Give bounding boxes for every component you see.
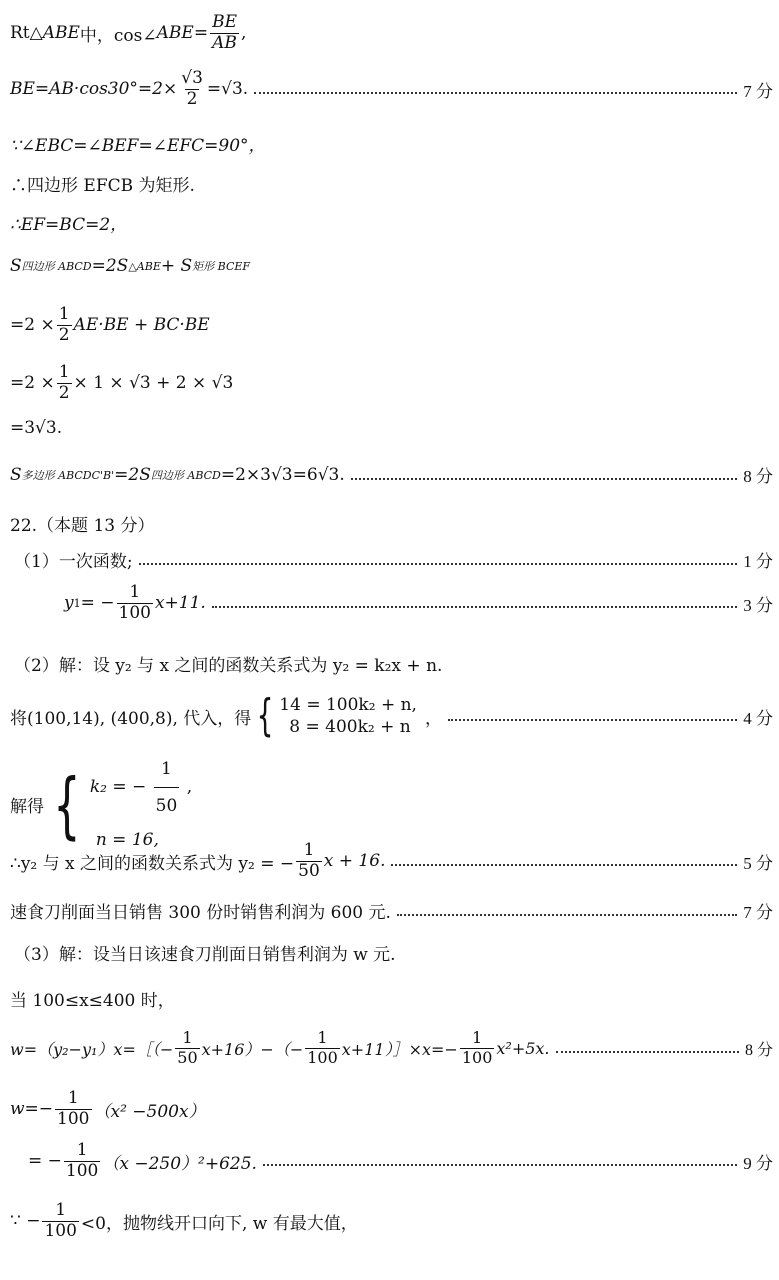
dotted-leader — [556, 1051, 739, 1053]
denominator: 50 — [177, 1047, 198, 1067]
line-profit-600 — [10, 898, 773, 923]
text: （2）解：设 y₂ 与 x 之间的函数关系式为 y₂ = k₂x + n. — [14, 656, 443, 676]
line-be-value — [10, 70, 773, 109]
line-part2 — [14, 651, 773, 676]
line-rectangle — [10, 171, 773, 196]
text: ∵ − — [10, 1211, 41, 1232]
text: y — [64, 593, 74, 614]
fraction — [296, 842, 322, 881]
denominator: 100 — [118, 602, 151, 623]
fraction — [57, 306, 72, 345]
denominator: 50 — [298, 860, 320, 881]
text: ∵∠EBC=∠BEF=∠EFC=90°， — [10, 136, 266, 156]
text: × 1 × √3 + 2 × √3 — [73, 373, 234, 394]
numerator: BE — [212, 12, 237, 32]
text: x+11）］×x=− — [341, 1039, 458, 1059]
text: ABE — [156, 23, 194, 44]
denominator: 2 — [58, 382, 70, 403]
text: =√3. — [206, 79, 249, 100]
text: S — [10, 256, 22, 276]
dotted-leader — [212, 606, 737, 608]
text: ∴四边形 EFCB 为矩形. — [10, 176, 195, 196]
text: BE=AB·cos30°=2× — [10, 79, 178, 100]
line-polygon-area — [10, 462, 773, 487]
line-cos-abe — [10, 14, 773, 53]
score-mark: 9 分 — [743, 1153, 773, 1173]
numerator: 1 — [58, 362, 70, 382]
denominator: 2 — [58, 324, 70, 345]
brace: { — [53, 762, 81, 847]
numerator: √3 — [181, 68, 203, 88]
line-part3 — [14, 940, 773, 965]
fraction — [179, 70, 205, 109]
denominator: 100 — [44, 1220, 77, 1241]
text: x+16）−（− — [201, 1039, 304, 1059]
fraction — [42, 1202, 78, 1241]
line-substitute — [10, 690, 773, 741]
text: + S — [160, 256, 193, 276]
score-mark: 7 分 — [743, 903, 773, 922]
denominator: 2 — [186, 88, 198, 109]
line-area-sum — [10, 256, 773, 276]
numerator: 1 — [129, 582, 141, 602]
numerator: 1 — [76, 1140, 88, 1160]
subscript: 四边形 ABCD — [21, 260, 92, 273]
equation-row: 14 = 100k₂ + n, — [279, 695, 417, 715]
line-part1 — [14, 547, 773, 572]
line-parabola — [10, 1202, 773, 1241]
equation-row: 8 = 400k₂ + n — [289, 717, 411, 737]
numerator: 1 — [67, 1088, 79, 1108]
text: =2 × — [10, 315, 55, 336]
text: 当 100≤x≤400 时， — [10, 991, 175, 1011]
text: =3√3. — [10, 418, 63, 438]
line-w-factored — [10, 1090, 773, 1129]
dotted-leader — [448, 719, 737, 721]
denominator: 100 — [307, 1047, 338, 1067]
text: , — [186, 777, 193, 797]
text: =2S — [91, 256, 129, 276]
text: （3）解：设当日该速食刀削面日销售利润为 w 元. — [14, 945, 396, 965]
text: <0，抛物线开口向下, w 有最大值， — [80, 1213, 358, 1234]
equation-system — [251, 690, 417, 741]
fraction — [55, 1090, 91, 1129]
text: = − — [80, 593, 115, 614]
denominator: 100 — [65, 1160, 99, 1181]
subscript: 四边形 ABCD — [150, 468, 221, 482]
fraction — [154, 752, 180, 823]
numerator: 1 — [161, 759, 172, 779]
score-mark: 7 分 — [743, 81, 773, 101]
denominator: 50 — [154, 787, 180, 823]
score-mark: 1 分 — [743, 552, 773, 571]
dotted-leader — [391, 864, 737, 866]
score-mark: 8 分 — [744, 1041, 773, 1059]
text: 速食刀削面当日销售 300 份时销售利润为 600 元. — [10, 903, 391, 923]
subscript: 1 — [73, 596, 81, 610]
text: w=（y₂−y₁）x=［（− — [10, 1039, 174, 1059]
text: ABE — [42, 23, 80, 44]
numerator: 1 — [472, 1028, 483, 1047]
denominator: 100 — [57, 1108, 90, 1129]
text: =2S — [114, 464, 151, 485]
text: =2 × — [10, 373, 55, 394]
text: x+11. — [154, 593, 206, 614]
dotted-leader — [254, 92, 737, 94]
line-y2 — [10, 842, 773, 881]
line-y1 — [64, 584, 773, 623]
text: Rt△ — [10, 23, 43, 44]
text: ∴EF=BC=2， — [10, 215, 128, 235]
fraction — [57, 364, 72, 403]
numerator: 1 — [58, 304, 70, 324]
numerator: 1 — [317, 1028, 328, 1047]
text: x²+5x. — [496, 1038, 550, 1058]
dotted-leader — [351, 478, 738, 480]
text: 将(100,14), (400,8), 代入，得 — [10, 708, 252, 729]
line-area-expr — [10, 306, 773, 345]
text: 中，cos∠ — [79, 25, 157, 46]
line-w-vertex — [28, 1142, 773, 1181]
line-angles — [10, 131, 773, 156]
line-w-expr — [10, 1030, 773, 1067]
text: （1）一次函数; — [14, 552, 133, 572]
fraction — [460, 1030, 495, 1067]
text: 22.（本题 13 分） — [10, 516, 155, 536]
question-heading — [10, 511, 773, 536]
equation-row: n = 16, — [95, 830, 159, 850]
line-ef-bc — [10, 210, 773, 235]
text: （x² −500x） — [93, 1101, 206, 1122]
fraction — [175, 1030, 199, 1067]
subscript: 矩形 BCEF — [192, 260, 251, 273]
numerator: 1 — [182, 1028, 193, 1047]
text: = — [193, 23, 209, 44]
text: w=− — [10, 1099, 54, 1120]
text: =2×3√3=6√3. — [220, 464, 345, 485]
dotted-leader — [263, 1164, 737, 1166]
brace: { — [256, 690, 274, 741]
dotted-leader — [139, 563, 738, 565]
fraction — [210, 14, 239, 53]
text: x + 16. — [323, 851, 386, 872]
score-mark: 5 分 — [743, 853, 773, 873]
line-area-numeric — [10, 364, 773, 403]
dotted-leader — [397, 914, 737, 916]
score-mark: 4 分 — [743, 708, 773, 728]
equation-row — [90, 752, 192, 823]
text: （x −250）²+625. — [102, 1153, 257, 1174]
numerator: 1 — [303, 840, 315, 860]
line-area-result — [10, 418, 773, 438]
text: ， — [424, 708, 442, 729]
denominator: AB — [212, 32, 237, 53]
fraction — [64, 1142, 100, 1181]
subscript: 多边形 ABCDC'B' — [21, 468, 115, 482]
score-mark: 3 分 — [743, 595, 773, 615]
line-range — [10, 986, 773, 1011]
fraction — [117, 584, 153, 623]
fraction — [305, 1030, 340, 1067]
denominator: 100 — [461, 1047, 493, 1067]
text: ∴y₂ 与 x 之间的函数关系式为 y₂ = − — [10, 853, 295, 874]
text: S — [10, 464, 22, 485]
text: , — [240, 23, 247, 44]
score-mark: 8 分 — [743, 467, 773, 486]
text: k₂ = − — [89, 777, 147, 797]
numerator: 1 — [55, 1200, 67, 1220]
text: = − — [28, 1151, 62, 1172]
text: 解得 — [10, 797, 44, 817]
subscript: △ABE — [128, 259, 161, 273]
text: AE·BE + BC·BE — [73, 315, 210, 336]
